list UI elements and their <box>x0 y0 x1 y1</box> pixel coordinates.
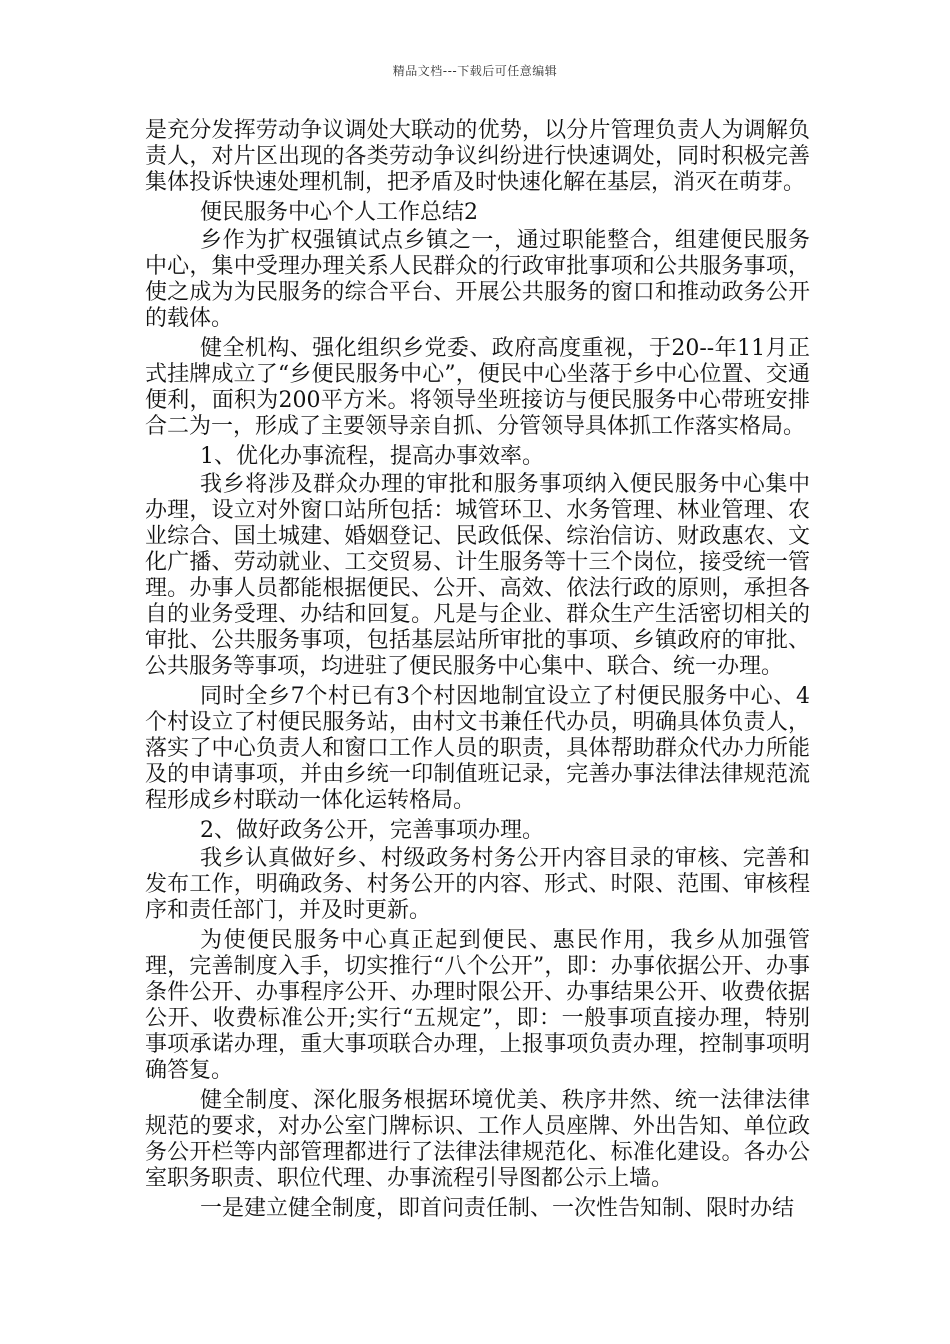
paragraph: 一是建立健全制度，即首问责任制、一次性告知制、限时办结 <box>200 1196 795 1221</box>
document-body <box>145 118 810 1226</box>
section-title: 便民服务中心个人工作总结2 <box>200 200 478 225</box>
paragraph: 为使便民服务中心真正起到便民、惠民作用，我乡从加强管理，完善制度入手，切实推行“八个公开”，即：办事依据公开、办事条件公开、办事程序公开、办理时限公开、办事结果公开、收费依据公开、收费标准公开;实行“五规定”，即：一般事项直接办理，特别事项承诺办理，重大事项联合办理，上报事项负责办理，控制事项明确答复。 <box>145 928 810 1083</box>
page-header: 精品文档---下载后可任意编辑 <box>392 64 558 78</box>
paragraph: 我乡将涉及群众办理的审批和服务事项纳入便民服务中心集中办理，设立对外窗口站所包括：城管环卫、水务管理、林业管理、农业综合、国土城建、婚姻登记、民政低保、综治信访、财政惠农、文化广播、劳动就业、工交贸易、计生服务等十三个岗位，接受统一管理。办事人员都能根据便民、公开、高效、依法行政的原则，承担各自的业务受理、办结和回复。凡是与企业、群众生产生活密切相关的审批、公共服务事项，包括基层站所审批的事项、乡镇政府的审批、公共服务等事项，均进驻了便民服务中心集中、联合、统一办理。 <box>145 472 810 679</box>
subheading: 2、做好政务公开，完善事项办理。 <box>200 818 544 843</box>
paragraph-continuation: 是充分发挥劳动争议调处大联动的优势，以分片管理负责人为调解负责人，对片区出现的各类劳动争议纠纷进行快速调处，同时积极完善集体投诉快速处理机制，把矛盾及时快速化解在基层，消灭在萌芽。 <box>145 118 810 195</box>
subheading: 1、优化办事流程，提高办事效率。 <box>200 444 544 469</box>
paragraph: 同时全乡7个村已有3个村因地制宜设立了村便民服务中心、4个村设立了村便民服务站，由村文书兼任代办员，明确具体负责人，落实了中心负责人和窗口工作人员的职责，具体帮助群众代办力所能及的申请事项，并由乡统一印制值班记录，完善办事法律法律规范流程形成乡村联动一体化运转格局。 <box>145 684 810 813</box>
paragraph: 健全制度、深化服务根据环境优美、秩序井然、统一法律法律规范的要求，对办公室门牌标识、工作人员座牌、外出告知、单位政务公开栏等内部管理都进行了法律法律规范化、标准化建设。各办公室职务职责、职位代理、办事流程引导图都公示上墙。 <box>145 1088 810 1191</box>
paragraph: 我乡认真做好乡、村级政务村务公开内容目录的审核、完善和发布工作，明确政务、村务公开的内容、形式、时限、范围、审核程序和责任部门，并及时更新。 <box>145 846 810 923</box>
paragraph: 乡作为扩权强镇试点乡镇之一，通过职能整合，组建便民服务中心，集中受理办理关系人民群众的行政审批事项和公共服务事项，使之成为为民服务的综合平台、开展公共服务的窗口和推动政务公开的载体。 <box>145 228 810 331</box>
paragraph: 健全机构、强化组织乡党委、政府高度重视，于20--年11月正式挂牌成立了“乡便民服务中心”，便民中心坐落于乡中心位置、交通便利，面积为200平方米。将领导坐班接访与便民服务中心带班安排合二为一，形成了主要领导亲自抓、分管领导具体抓工作落实格局。 <box>145 336 810 439</box>
